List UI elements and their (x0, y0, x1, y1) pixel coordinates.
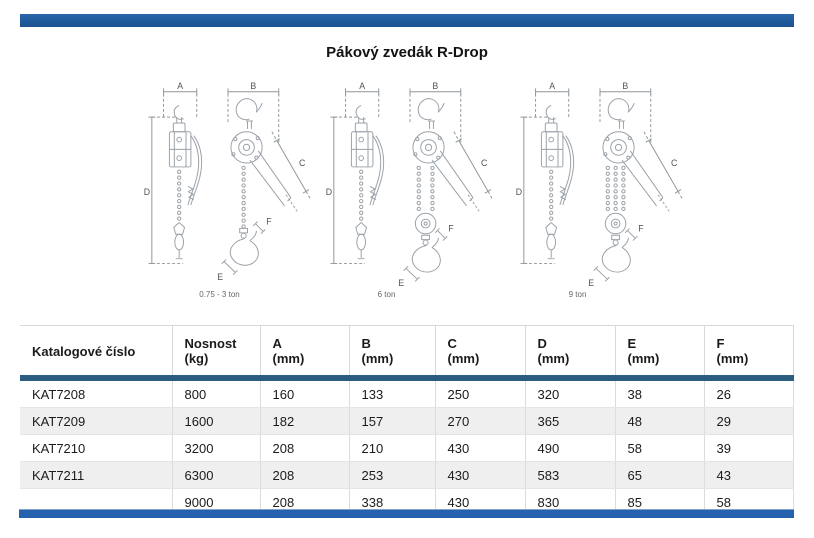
cell-a: 182 (260, 408, 349, 435)
figure-hoist-075-3t (140, 82, 315, 299)
cell-d: 830 (525, 489, 615, 516)
col-header-nosnost: Nosnost (kg) (172, 326, 260, 379)
cell-c: 250 (435, 378, 525, 408)
cell-katalog: KAT7208 (20, 378, 172, 408)
cell-c: 270 (435, 408, 525, 435)
hoist-diagram-icon (322, 82, 497, 287)
figure-caption: 0.75 - 3 ton (199, 290, 240, 299)
figure-caption: 6 ton (377, 290, 396, 299)
table-row (20, 462, 793, 489)
cell-f: 43 (704, 462, 793, 489)
dim-label-a: A (359, 82, 366, 91)
figure-hoist-6t (322, 82, 497, 299)
cell-katalog: KAT7209 (20, 408, 172, 435)
cell-a: 208 (260, 435, 349, 462)
cell-c: 430 (435, 489, 525, 516)
cell-b: 157 (349, 408, 435, 435)
dim-label-d: D (143, 187, 151, 198)
cell-f: 58 (704, 489, 793, 516)
dim-label-e: E (588, 278, 595, 287)
col-header-katalog: Katalogové číslo (20, 326, 172, 379)
cell-b: 338 (349, 489, 435, 516)
cell-d: 320 (525, 378, 615, 408)
col-header-a: A (mm) (260, 326, 349, 379)
col-header-b: B (mm) (349, 326, 435, 379)
cell-b: 210 (349, 435, 435, 462)
cell-nosnost: 6300 (172, 462, 260, 489)
cell-nosnost: 9000 (172, 489, 260, 516)
dim-label-e: E (217, 272, 224, 283)
dim-label-b: B (250, 82, 257, 91)
col-header-f: F (mm) (704, 326, 793, 379)
hoist-diagram-icon (140, 82, 315, 287)
dim-label-d: D (325, 187, 333, 198)
cell-f: 29 (704, 408, 793, 435)
dim-label-a: A (177, 82, 184, 91)
table-row (20, 435, 793, 462)
cell-a: 208 (260, 462, 349, 489)
page-title: Pákový zvedák R-Drop (326, 44, 488, 61)
cell-katalog: KAT7210 (20, 435, 172, 462)
cell-e: 85 (615, 489, 704, 516)
cell-f: 39 (704, 435, 793, 462)
dim-label-f: F (266, 216, 272, 227)
dim-label-d: D (515, 187, 523, 198)
dim-label-c: C (299, 157, 306, 168)
col-header-d: D (mm) (525, 326, 615, 379)
dim-label-b: B (432, 82, 439, 91)
table-row (20, 408, 793, 435)
top-accent-bar (20, 14, 794, 27)
cell-c: 430 (435, 462, 525, 489)
figure-caption: 9 ton (568, 290, 587, 299)
cell-b: 253 (349, 462, 435, 489)
cell-nosnost: 1600 (172, 408, 260, 435)
cell-e: 58 (615, 435, 704, 462)
cell-e: 38 (615, 378, 704, 408)
col-header-e: E (mm) (615, 326, 704, 379)
dim-label-f: F (638, 223, 644, 234)
cell-f: 26 (704, 378, 793, 408)
bottom-accent-bar (19, 509, 794, 518)
dim-label-c: C (671, 157, 678, 168)
cell-b: 133 (349, 378, 435, 408)
cell-d: 365 (525, 408, 615, 435)
cell-d: 490 (525, 435, 615, 462)
dim-label-b: B (622, 82, 629, 91)
cell-a: 160 (260, 378, 349, 408)
cell-e: 65 (615, 462, 704, 489)
figure-hoist-9t (512, 82, 687, 299)
cell-nosnost: 3200 (172, 435, 260, 462)
cell-katalog: KAT7211 (20, 462, 172, 489)
table-header-row (20, 326, 793, 379)
cell-e: 48 (615, 408, 704, 435)
cell-d: 583 (525, 462, 615, 489)
cell-nosnost: 800 (172, 378, 260, 408)
dim-label-e: E (398, 278, 405, 287)
dim-label-f: F (448, 223, 454, 234)
hoist-diagram-icon (512, 82, 687, 287)
col-header-c: C (mm) (435, 326, 525, 379)
cell-c: 430 (435, 435, 525, 462)
spec-table (20, 325, 794, 515)
dim-label-c: C (481, 157, 488, 168)
dim-label-a: A (549, 82, 556, 91)
table-row (20, 378, 793, 408)
cell-a: 208 (260, 489, 349, 516)
